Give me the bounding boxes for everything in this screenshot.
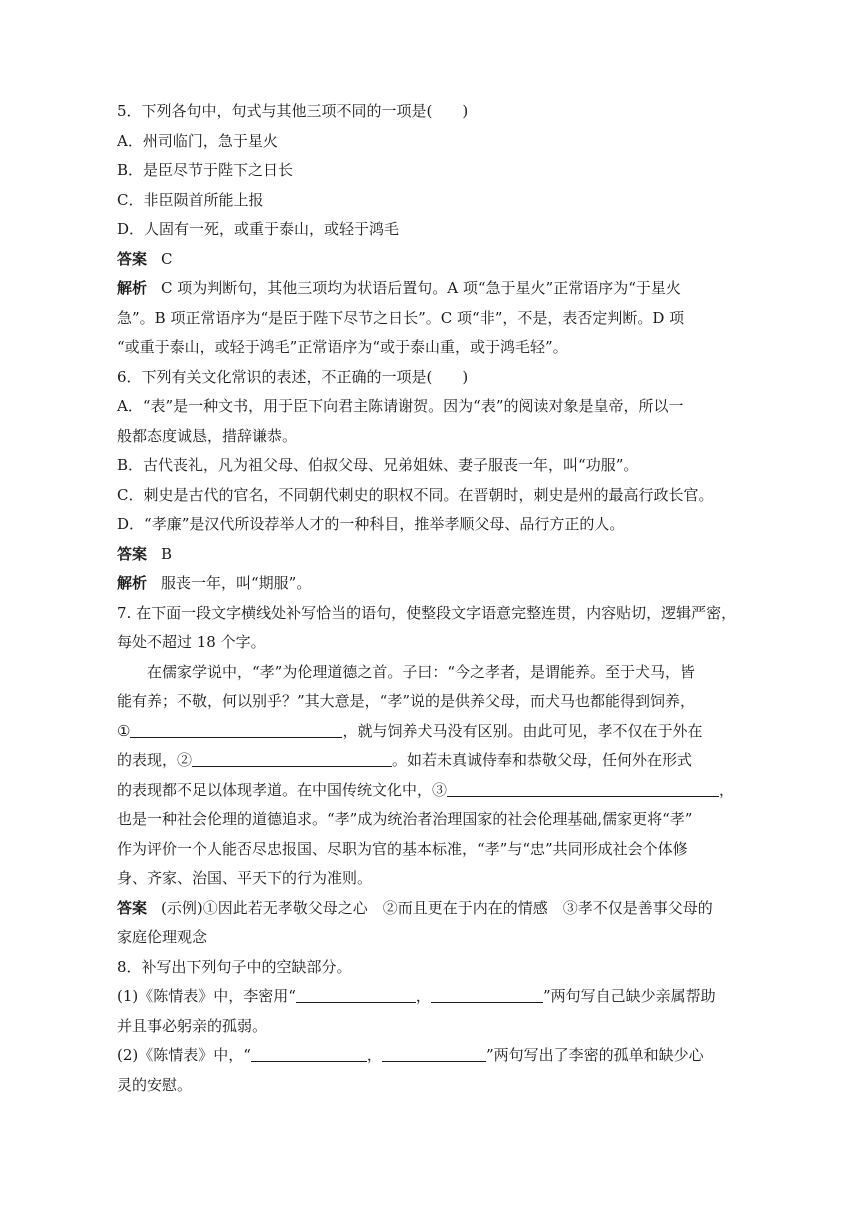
q6-option-a-line-1: A．“表”是一种文书，用于臣下向君主陈请谢贺。因为“表”的阅读对象是皇帝，所以一 [117,397,684,415]
analysis-label: 解析 [117,574,148,592]
answer-label: 答案 [117,249,148,268]
answer-label: 答案 [117,544,148,563]
q7-blank-1[interactable] [130,721,342,738]
q5-option-d: D．人固有一死，或重于泰山，或轻于鸿毛 [117,220,400,238]
q8-item-1-line-1: (1)《陈情表》中，李密用“ ， ”两句写自己缺少亲属帮助 [117,987,716,1005]
q6-option-c: C．刺史是古代的官名，不同朝代刺史的职权不同。在晋朝时，刺史是州的最高行政长官。 [117,485,714,504]
q7-passage-line-6: 也是一种社会伦理的道德追求。“孝”成为统治者治理国家的社会伦理基础,儒家更将“孝” [117,810,693,828]
q6-option-b: B．古代丧礼，凡为祖父母、伯叔父母、兄弟姐妹、妻子服丧一年，叫“功服”。 [117,456,639,474]
q8-item-2-line-2: 灵的安慰。 [117,1075,193,1094]
question-5-stem: 5．下列各句中，句式与其他三项不同的一项是( ) [117,102,469,120]
analysis-label: 解析 [117,279,148,297]
question-6-stem: 6．下列有关文化常识的表述，不正确的一项是( ) [117,367,469,386]
q5-option-b: B．是臣尽节于陛下之日长 [117,161,294,179]
q7-passage-line-7: 作为评价一个人能否尽忠报国、尽职为官的基本标准，“孝”与“忠”共同形成社会个体修 [117,839,688,858]
q8-item-2-blank-1[interactable] [251,1045,367,1062]
q8-item-1-blank-1[interactable] [296,986,416,1003]
q5-analysis-line-1: 解析 C 项为判断句，其他三项均为状语后置句。A 项“急于星火”正常语序为“于星火 [117,279,681,297]
q7-passage-line-8: 身、齐家、治国、平天下的行为准则。 [117,869,373,887]
q8-item-2-blank-2[interactable] [382,1045,486,1062]
q5-option-c: C．非臣陨首所能上报 [117,190,264,209]
q7-blank-2[interactable] [192,750,392,767]
q6-option-d: D．“孝廉”是汉代所设荐举人才的一种科目，推举孝顺父母、品行方正的人。 [117,515,625,533]
question-8-stem: 8．补写出下列句子中的空缺部分。 [117,957,352,976]
q7-passage-line-4: 的表现，② 。如若未真诚侍奉和恭敬父母，任何外在形式 [117,751,693,769]
q6-analysis: 解析 服丧一年，叫“期服”。 [117,574,312,592]
q7-answer-line-1: 答案 (示例)①因此若无孝敬父母之心 ②而且更在于内在的情感 ③孝不仅是善事父母的 [117,898,713,917]
question-7-stem-line-1: 7. 在下面一段文字横线处补写恰当的语句，使整段文字语意完整连贯，内容贴切，逻辑严密， [117,603,737,622]
q8-item-1-line-2: 并且事必躬亲的孤弱。 [117,1016,268,1035]
q5-analysis-line-2: 急”。B 项正常语序为“是臣于陛下尽节之日长”。C 项“非”，不是，表否定判断。D 项 [117,308,685,327]
q8-item-2-line-1: (2)《陈情表》中，“ ， ”两句写出了李密的孤单和缺少心 [117,1046,704,1064]
q6-answer-value: B [161,544,173,563]
q7-blank-3[interactable] [447,780,719,797]
q6-answer [117,540,737,570]
q7-answer-line-2: 家庭伦理观念 [117,928,208,946]
q5-answer-value: C [161,249,173,268]
q7-passage-line-5: 的表现都不足以体现孝道。在中国传统文化中，③ ， [117,780,735,799]
q6-option-a-line-2: 般都态度诚恳，措辞谦恭。 [117,426,298,445]
q8-item-1-blank-2[interactable] [431,986,543,1003]
q7-passage-line-3: ① ，就与饲养犬马没有区别。由此可见，孝不仅在于外在 [117,721,703,740]
q7-passage-line-2: 能有养；不敬，何以别乎？”其大意是，“孝”说的是供养父母，而犬马也都能得到饲养， [117,692,696,710]
q7-passage-line-1: 在儒家学说中，“孝”为伦理道德之首。子曰：“今之孝者，是谓能养。至于犬马，皆 [147,662,696,681]
q5-option-a: A．州司临门，急于星火 [117,131,278,150]
question-7-stem-line-2: 每处不超过 18 个字。 [117,633,266,651]
q5-analysis-line-3: “或重于泰山，或轻于鸿毛”正常语序为“或于泰山重，或于鸿毛轻”。 [117,338,568,356]
q5-answer [117,245,737,275]
exercise-page [117,97,737,1100]
answer-label: 答案 [117,898,148,917]
